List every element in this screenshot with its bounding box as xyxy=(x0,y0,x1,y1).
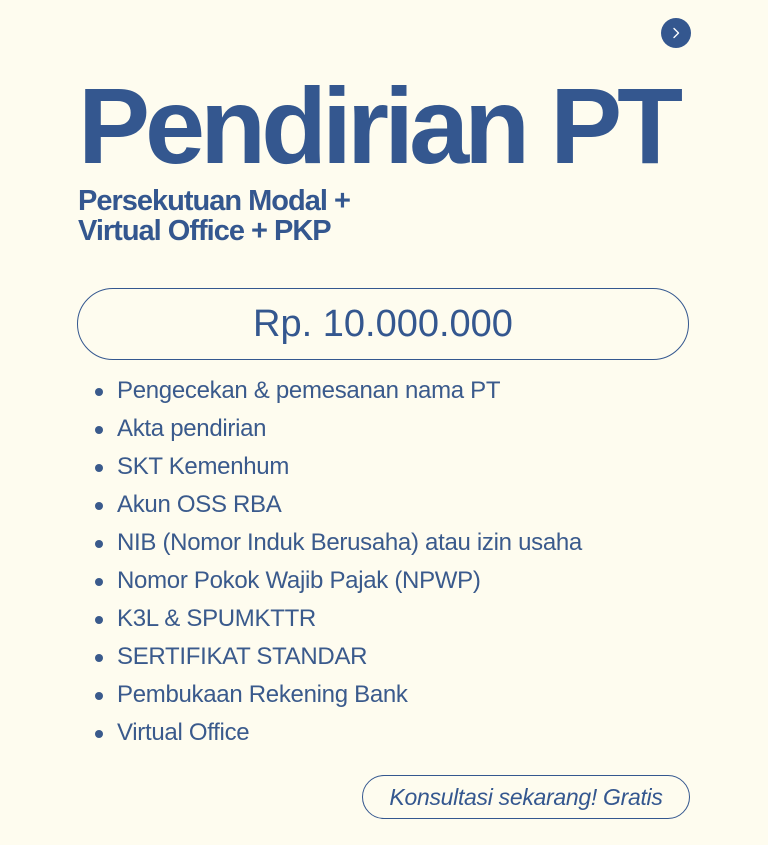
chevron-right-icon xyxy=(670,27,682,39)
feature-item: Pembukaan Rekening Bank xyxy=(117,676,582,714)
consultation-button-label: Konsultasi sekarang! Gratis xyxy=(389,783,663,810)
consultation-button[interactable] xyxy=(362,775,690,819)
package-subtitle xyxy=(78,186,350,246)
feature-item: Pengecekan & pemesanan nama PT xyxy=(117,372,582,410)
feature-item: SKT Kemenhum xyxy=(117,448,582,486)
price-label: Rp. 10.000.000 xyxy=(253,302,513,345)
subtitle-line-1: Persekutuan Modal + xyxy=(78,185,350,217)
page-title: Pendirian PT xyxy=(78,65,679,186)
feature-item: Akun OSS RBA xyxy=(117,486,582,524)
feature-item: Akta pendirian xyxy=(117,410,582,448)
next-button[interactable] xyxy=(661,18,691,48)
feature-item: Nomor Pokok Wajib Pajak (NPWP) xyxy=(117,562,582,600)
feature-list xyxy=(117,372,582,752)
feature-item: SERTIFIKAT STANDAR xyxy=(117,638,582,676)
feature-item: Virtual Office xyxy=(117,714,582,752)
feature-item: NIB (Nomor Induk Berusaha) atau izin usaha xyxy=(117,524,582,562)
feature-item: K3L & SPUMKTTR xyxy=(117,600,582,638)
price-badge xyxy=(77,288,689,360)
subtitle-line-2: Virtual Office + PKP xyxy=(78,215,331,247)
